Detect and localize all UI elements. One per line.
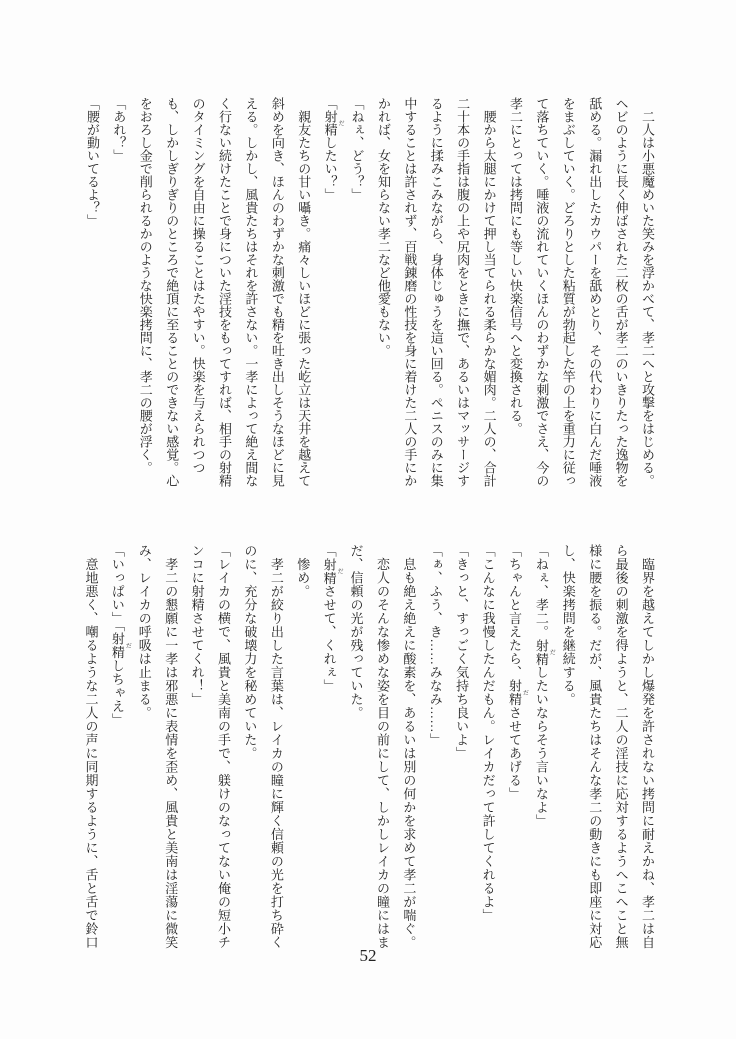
text-line: 様に腰を振る。だが、風貴たちはそんな孝二の動きにも即座に対応 (587, 544, 603, 949)
text-line: るように揉みこみながら、身体じゅうを這い回る。ペニスのみに集 (428, 97, 444, 487)
text-line: 二十本の手指は腹の上や尻肉をときに撫で、あるいはマッサージす (455, 97, 471, 487)
text-line: 「ぁ、ふう、き……みなみ……」 (427, 544, 443, 747)
text-line: のタイミングを自由に操ることはたやすい。快楽を与えられつつ (190, 97, 206, 474)
text-line: 恋人のそんな惨めな姿を目の前にして、しかしレイカの瞳にはま (374, 544, 390, 949)
text-line: ヘビのように長く伸ばされた二枚の舌が孝二のいきりたった逸物を (613, 97, 629, 487)
text-line: 「ねぇ、孝二。射精 だしたいならそう言いなよ」 (533, 544, 555, 828)
text-line: て落ちていく。唾液の流れていくほんのわずかな刺激でさえ、今の (534, 97, 550, 487)
text-line: し、快楽拷問を継続する。 (560, 544, 576, 706)
text-line: 息も絶え絶えに酸素を、あるいは別の何かを求めて孝二が喘ぐ。 (401, 544, 417, 949)
text-line: 「ちゃんと言えたら、射精 ださせてあげる」 (506, 544, 528, 801)
text-line: ら最後の刺激を得ようと、二人の淫技に応対するようへこへこと無 (613, 544, 629, 949)
text-line: 孝二にとっては拷問にも等しい快楽信号へと変換される。 (507, 97, 523, 435)
text-line: 「こんなに我慢したんだもん。レイカだって許してくれるよ」 (480, 544, 496, 922)
ruby-annotated-word: 射精 だ (322, 110, 344, 136)
text-line: 斜めを向き、ほんのわずかな刺激でも精を吐き出しそうなほどに見 (269, 97, 285, 487)
text-line: 「きっと、すっごく気持ち良いよ」 (454, 544, 470, 760)
text-line: かれば、女を知らない孝二など他愛もない。 (375, 97, 391, 357)
text-line: も、しかしぎりぎりのところで絶頂に至ることのできない感覚。心 (164, 97, 180, 487)
ruby-annotated-word: 射精 だ (109, 632, 131, 659)
text-line: 意地悪く、嘲るような二人の声に同期するように、舌と舌で鈴口 (83, 544, 99, 949)
ruby-annotated-word: 射精 だ (506, 679, 528, 706)
text-line: 腰から太腿にかけて押し当てられる柔らかな媚肉。二人の、合計 (481, 97, 497, 487)
text-line: ンコに射精させてくれ！」 (189, 544, 205, 706)
ruby-annotated-word: 射精 だ (321, 557, 343, 585)
text-line: 惨め。 (295, 544, 311, 598)
text-line: える。しかし、風貴たちはそれを許さない。一孝によって絶え間な (243, 97, 259, 487)
text-line: 「あれ？」 (111, 97, 127, 162)
page-number: 52 (359, 946, 377, 965)
text-line: く行ない続けたことで身についた淫技をもってすれば、相手の射精 (217, 97, 232, 487)
text-line: 中することは許されず、百戦錬磨の性技を身に着けた二人の手にか (402, 97, 418, 487)
text-line: 臨界を越えてしかし爆発を許されない拷問に耐えかね、孝二は自 (640, 544, 655, 949)
text-line: をおろし金で削られるかのような快楽拷問に、孝二の腰が浮く。 (137, 97, 153, 474)
text-line: 「射精 ださせて、くれぇ」 (321, 544, 343, 693)
top-text-block (79, 97, 660, 489)
ruby-annotated-word: 射精 だ (533, 638, 555, 666)
text-line: をまぶしていく。どろりとした粘質が勃起した竿の上を重力に従っ (560, 97, 576, 487)
text-line: 孝二が絞り出した言葉は、レイカの瞳に輝く信頼の光を打ち砕く (268, 544, 284, 949)
text-line: 孝二の懇願に一孝は邪悪に表情を歪め、風貴と美南は淫蕩に微笑 (163, 544, 179, 949)
text-line: のに、充分な破壊力を秘めていた。 (242, 544, 258, 760)
text-line: 「腰が動いてるよ？」 (84, 97, 100, 227)
text-line: 「ねぇ、どう？」 (349, 97, 365, 201)
text-line: 「射精 だしたい？」 (322, 97, 344, 201)
text-line: だ、信頼の光が残っていた。 (348, 544, 364, 720)
text-line: 舐める。漏れ出したカウパーを舐めとり、その代わりに白んだ唾液 (587, 97, 603, 487)
text-line: 「いっぱい」「射精 だしちゃえ」 (109, 544, 131, 727)
text-line: 二人は小悪魔めいた笑みを浮かべて、孝二へと攻撃をはじめる。 (640, 97, 655, 487)
text-line: み、レイカの呼吸は止まる。 (136, 544, 152, 720)
bottom-text-block (77, 544, 660, 952)
text-line: 親友たちの甘い囁き。痛々しいほどに張った屹立は天井を越えて (296, 97, 312, 487)
text-line: 「レイカの横で、風貴と美南の手で、躾けのなってない俺の短小チ (216, 544, 231, 949)
